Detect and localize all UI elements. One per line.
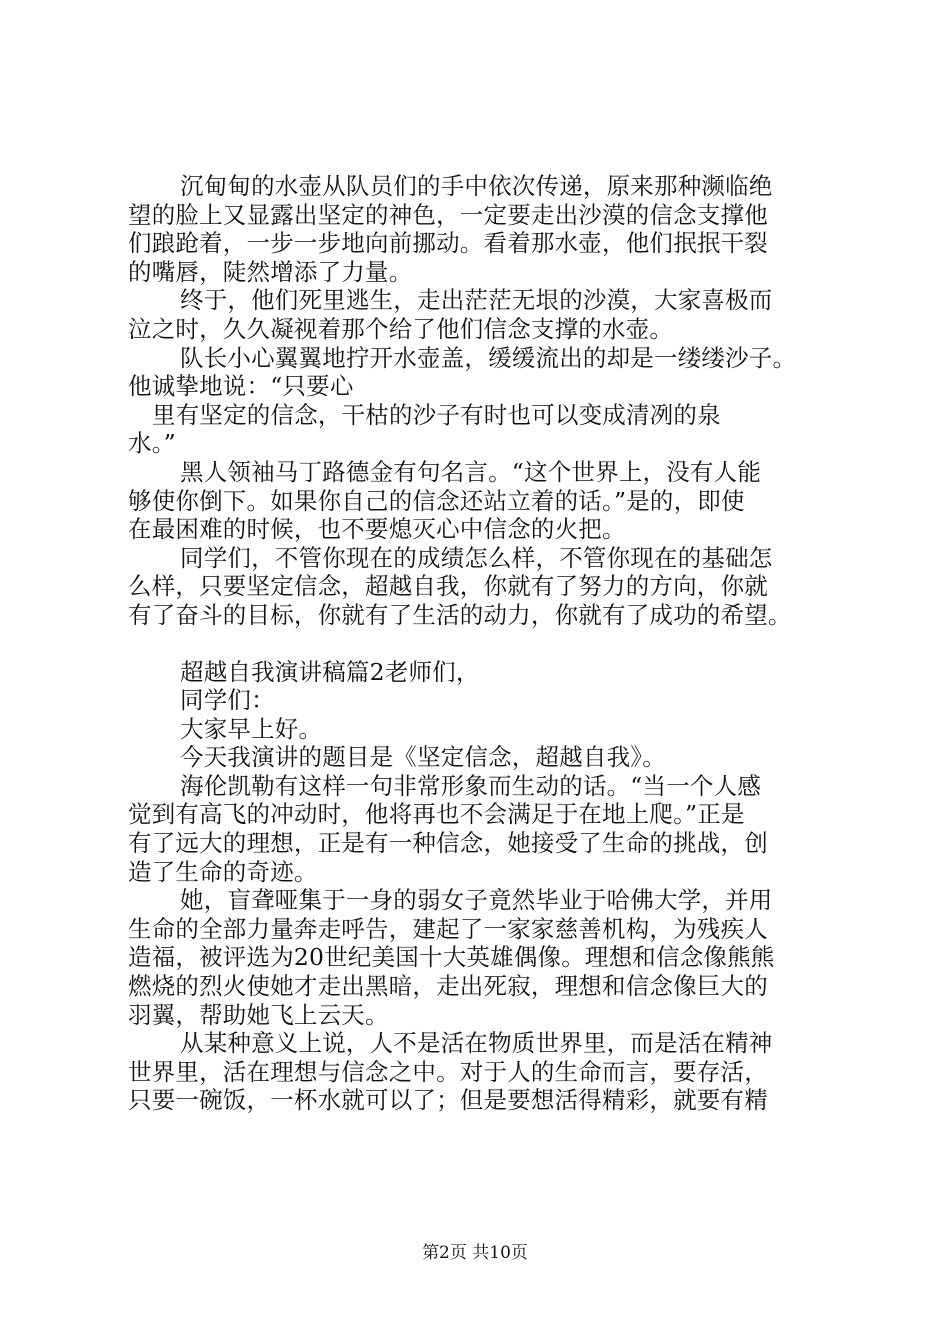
text-line: 大家早上好。 (180, 714, 323, 743)
paragraph (128, 743, 833, 772)
text-line: 羽翼，帮助她飞上云天。 (128, 1000, 389, 1029)
text-line: 在最困难的时候，也不要熄灭心中信念的火把。 (128, 515, 626, 544)
text-line: 只要一碗饭，一杯水就可以了；但是要想活得精彩，就要有精 (128, 1086, 768, 1115)
text-line: 终于，他们死里逃生，走出茫茫无垠的沙漠，大家喜极而 (180, 286, 773, 315)
paragraph (128, 886, 833, 1029)
text-line: 有了远大的理想，正是有一种信念，她接受了生命的挑战，创 (128, 829, 768, 858)
text-line: 生命的全部力量奔走呼告，建起了一家家慈善机构，为残疾人 (128, 914, 768, 943)
paragraph (128, 458, 833, 544)
text-line: 沉甸甸的水壶从队员们的手中依次传递，原来那种濒临绝 (180, 172, 773, 200)
paragraph (128, 686, 833, 715)
paragraph (128, 344, 833, 401)
text-line: 望的脸上又显露出坚定的神色，一定要走出沙漠的信念支撑他 (128, 200, 768, 229)
text-line: 黑人领袖马丁路德金有句名言。“这个世界上，没有人能 (180, 457, 762, 486)
text-line: 水。” (128, 429, 176, 458)
paragraph (128, 172, 833, 286)
text-line: 么样，只要坚定信念，超越自我，你就有了努力的方向，你就 (128, 572, 768, 601)
text-line: 从某种意义上说，人不是活在物质世界里，而是活在精神 (180, 1029, 773, 1058)
paragraph (128, 286, 833, 343)
paragraph (128, 401, 833, 458)
text-line: 海伦凯勒有这样一句非常形象而生动的话。“当一个人感 (180, 771, 762, 800)
text-line: 们踉跄着，一步一步地向前挪动。看着那水壶，他们抿抿干裂 (128, 229, 768, 258)
text-line: 他诚挚地说：“只要心 (128, 372, 354, 401)
text-line: 同学们，不管你现在的成绩怎么样，不管你现在的基础怎 (180, 543, 773, 572)
document-body (128, 172, 833, 1115)
text-line: 队长小心翼翼地拧开水壶盖，缓缓流出的却是一缕缕沙子。 (180, 343, 797, 372)
text-line: 造福，被评选为20世纪美国十大英雄偶像。理想和信念像熊熊 (128, 943, 775, 972)
text-line: 她，盲聋哑集于一身的弱女子竟然毕业于哈佛大学，并用 (180, 886, 773, 915)
speech-section-1 (128, 172, 833, 630)
text-line: 的嘴唇，陡然增添了力量。 (128, 257, 413, 286)
paragraph (128, 544, 833, 630)
text-line: 够使你倒下。如果你自己的信念还站立着的话。”是的，即使 (128, 486, 745, 515)
paragraph (128, 772, 833, 886)
text-line: 超越自我演讲稿篇2老师们， (180, 657, 480, 686)
paragraph (128, 1029, 833, 1115)
text-line: 世界里，活在理想与信念之中。对于人的生命而言，要存活， (128, 1057, 768, 1086)
text-line: 同学们： (180, 686, 275, 715)
section-gap (128, 630, 833, 658)
text-line: 造了生命的奇迹。 (128, 857, 318, 886)
text-line: 觉到有高飞的冲动时，他将再也不会满足于在地上爬。”正是 (128, 800, 745, 829)
speech-section-2 (128, 658, 833, 1116)
text-line: 今天我演讲的题目是《坚定信念，超越自我》。 (180, 743, 666, 772)
text-line: 燃烧的烈火使她才走出黑暗，走出死寂，理想和信念像巨大的 (128, 972, 768, 1001)
text-line: 有了奋斗的目标，你就有了生活的动力，你就有了成功的希望。 (128, 600, 792, 629)
paragraph (128, 658, 833, 687)
text-line: 里有坚定的信念，干枯的沙子有时也可以变成清冽的泉 (152, 400, 721, 429)
text-line: 泣之时，久久凝视着那个给了他们信念支撑的水壶。 (128, 314, 674, 343)
paragraph (128, 715, 833, 744)
page-number-footer: 第2页 共10页 (422, 1243, 528, 1263)
